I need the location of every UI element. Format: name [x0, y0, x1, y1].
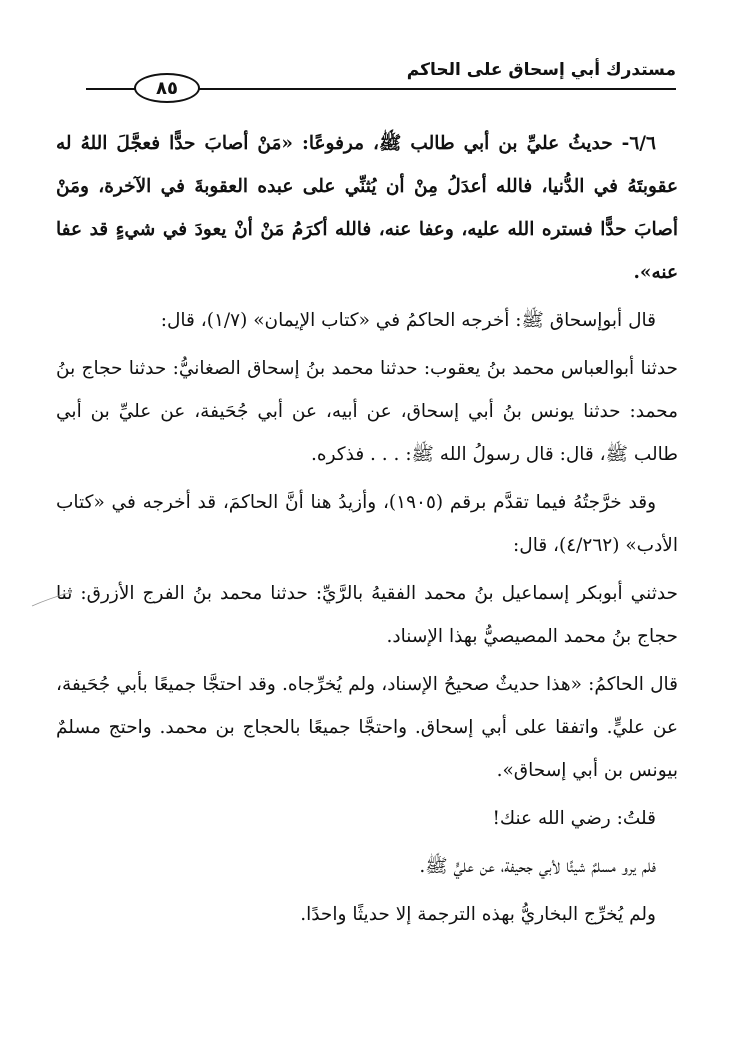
paragraph-note-2: ولم يُخرِّج البخاريُّ بهذه الترجمة إلا حديثًا واحدًا. — [300, 904, 656, 925]
page-body — [56, 122, 678, 941]
paragraph-isnad: حدثنا أبوالعباس محمد بنُ يعقوب: حدثنا محمد بنُ إسحاق الصغانيُّ: حدثنا حجاج بنُ محمد: حدثنا يونس بنُ أبي إسحاق، عن أبيه، عن أبي جُحَيفة، عن عليِّ بن أبي طالب ﷺ، قال: قال رسولُ الله ﷺ: . . . فذكره. — [56, 358, 678, 465]
page-header — [86, 58, 676, 98]
paragraph-comment: قلتُ: رضي الله عنك! — [492, 808, 656, 829]
paragraph-note-1: فلم يرو مسلمٌ شيئًا لأبي جحيفة، عن عليٍّ ﷺ. — [419, 856, 656, 877]
running-title: مستدرك أبي إسحاق على الحاكم — [406, 60, 676, 80]
paragraph-previous-reference: وقد خرَّجتُهُ فيما تقدَّم برقم (١٩٠٥)، وأزيدُ هنا أنَّ الحاكمَ، قد أخرجه في «كتاب الأدب» (٤/٢٦٢)، قال: — [56, 492, 678, 556]
paragraph-takhrij: قال أبوإسحاق ﷺ: أخرجه الحاكمُ في «كتاب الإيمان» (١/٧)، قال: — [160, 310, 656, 331]
paragraph-isnad-2: حدثني أبوبكر إسماعيل بنُ محمد الفقيهُ بالرَّيِّ: حدثنا محمد بنُ الفرج الأزرق: ثنا حجاج بنُ محمد المصيصيُّ بهذا الإسناد. — [56, 583, 678, 647]
page-number: ٨٥ — [134, 73, 200, 103]
scan-margin-mark — [30, 590, 74, 610]
hadith-text: ٦/٦- حديثُ عليِّ بن أبي طالب ﷺ، مرفوعًا: «مَنْ أصابَ حدًّا فعجَّلَ اللهُ له عقوبتَهُ في الدُّنيا، فالله أعدَلُ مِنْ أن يُثنِّي على عبده العقوبةَ في الآخرة، ومَنْ أصابَ حدًّا فستره الله عليه، وعفا عنه، فالله أكرَمُ مَنْ أنْ يعودَ في شيءٍ قد عفا عنه». — [56, 133, 678, 283]
paragraph-hakim-quote: قال الحاكمُ: «هذا حديثٌ صحيحُ الإسناد، ولم يُخرِّجاه. وقد احتجَّا جميعًا بأبي جُحَيفة، عن عليٍّ. واتفقا على أبي إسحاق. واحتجَّا جميعًا بالحجاج بن محمد. واحتج مسلمٌ بيونس بن أبي إسحاق». — [56, 674, 678, 781]
